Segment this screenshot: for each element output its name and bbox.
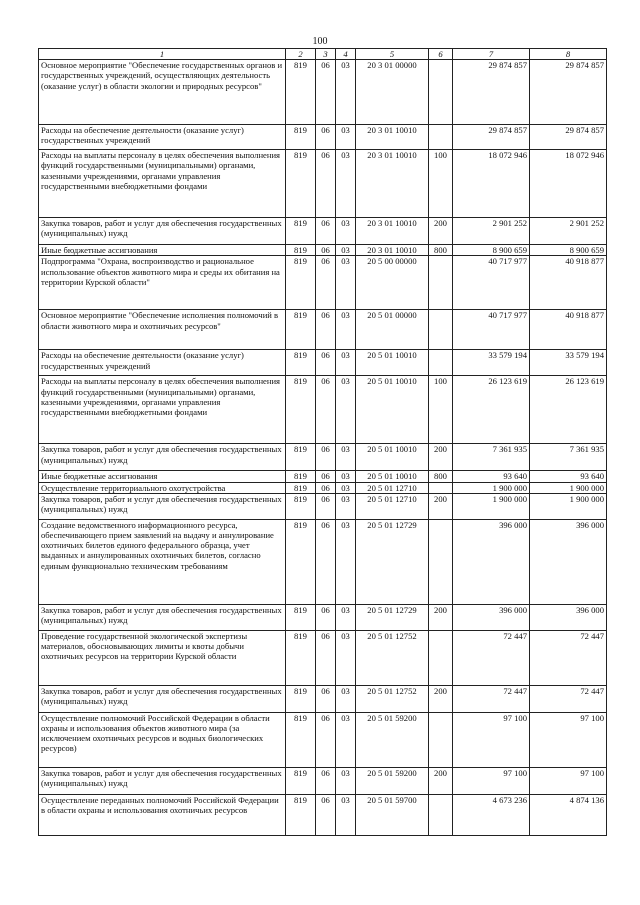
row-amount-1-cell: 40 717 977 <box>453 310 530 350</box>
row-target-article-cell: 20 3 01 10010 <box>356 125 429 150</box>
row-target-article-cell: 20 5 01 10010 <box>356 444 429 471</box>
row-expense-type-cell: 100 <box>429 150 453 218</box>
row-target-article-cell: 20 5 01 00000 <box>356 310 429 350</box>
row-subsection-cell: 03 <box>336 60 356 125</box>
row-ved-cell: 819 <box>286 376 316 444</box>
row-name-cell: Осуществление переданных полномочий Российской Федерации в области охраны и использования охотничьих ресурсов <box>39 794 286 835</box>
row-expense-type-cell: 800 <box>429 471 453 482</box>
row-expense-type-cell <box>429 256 453 310</box>
row-ved-cell: 819 <box>286 245 316 256</box>
row-target-article-cell: 20 5 01 59200 <box>356 767 429 794</box>
row-target-article-cell: 20 5 01 10010 <box>356 471 429 482</box>
table-row <box>39 218 607 245</box>
header-col-8: 8 <box>530 49 607 60</box>
row-ved-cell: 819 <box>286 767 316 794</box>
row-section-cell: 06 <box>316 60 336 125</box>
row-amount-1-cell: 7 361 935 <box>453 444 530 471</box>
header-col-7: 7 <box>453 49 530 60</box>
row-expense-type-cell <box>429 630 453 685</box>
row-name-cell: Основное мероприятие "Обеспечение исполнения полномочий в области животного мира и охотничьих ресурсов" <box>39 310 286 350</box>
table-row <box>39 245 607 256</box>
row-amount-2-cell: 1 900 000 <box>530 482 607 493</box>
table-row <box>39 493 607 519</box>
row-subsection-cell: 03 <box>336 794 356 835</box>
header-col-4: 4 <box>336 49 356 60</box>
row-amount-2-cell: 40 918 877 <box>530 256 607 310</box>
row-name-cell: Подпрограмма "Охрана, воспроизводство и рациональное использование объектов животного мира и среды их обитания на территории Курской области" <box>39 256 286 310</box>
row-subsection-cell: 03 <box>336 256 356 310</box>
row-subsection-cell: 03 <box>336 519 356 604</box>
table-row <box>39 350 607 376</box>
row-section-cell: 06 <box>316 150 336 218</box>
table-row <box>39 444 607 471</box>
row-amount-2-cell: 29 874 857 <box>530 125 607 150</box>
row-expense-type-cell <box>429 794 453 835</box>
row-amount-1-cell: 1 900 000 <box>453 482 530 493</box>
row-amount-1-cell: 97 100 <box>453 712 530 767</box>
row-target-article-cell: 20 5 00 00000 <box>356 256 429 310</box>
table-row <box>39 256 607 310</box>
table-row <box>39 376 607 444</box>
row-name-cell: Расходы на выплаты персоналу в целях обеспечения выполнения функций государственными (муниципальными) органами, казенными учреждениями, органами управления государственными внебюджетными фондами <box>39 150 286 218</box>
row-ved-cell: 819 <box>286 218 316 245</box>
row-name-cell: Закупка товаров, работ и услуг для обеспечения государственных (муниципальных) нужд <box>39 218 286 245</box>
row-amount-1-cell: 93 640 <box>453 471 530 482</box>
row-expense-type-cell: 200 <box>429 767 453 794</box>
row-subsection-cell: 03 <box>336 150 356 218</box>
row-target-article-cell: 20 3 01 10010 <box>356 218 429 245</box>
row-subsection-cell: 03 <box>336 218 356 245</box>
row-amount-2-cell: 7 361 935 <box>530 444 607 471</box>
row-ved-cell: 819 <box>286 604 316 630</box>
row-amount-1-cell: 396 000 <box>453 519 530 604</box>
row-ved-cell: 819 <box>286 482 316 493</box>
row-amount-1-cell: 2 901 252 <box>453 218 530 245</box>
row-ved-cell: 819 <box>286 310 316 350</box>
row-amount-1-cell: 72 447 <box>453 685 530 712</box>
row-expense-type-cell: 200 <box>429 685 453 712</box>
row-section-cell: 06 <box>316 376 336 444</box>
row-ved-cell: 819 <box>286 493 316 519</box>
row-amount-1-cell: 97 100 <box>453 767 530 794</box>
row-ved-cell: 819 <box>286 256 316 310</box>
row-amount-2-cell: 97 100 <box>530 712 607 767</box>
row-section-cell: 06 <box>316 604 336 630</box>
row-amount-1-cell: 40 717 977 <box>453 256 530 310</box>
table-row <box>39 310 607 350</box>
row-target-article-cell: 20 5 01 10010 <box>356 376 429 444</box>
row-subsection-cell: 03 <box>336 685 356 712</box>
row-expense-type-cell: 200 <box>429 444 453 471</box>
row-amount-2-cell: 93 640 <box>530 471 607 482</box>
row-target-article-cell: 20 5 01 12729 <box>356 519 429 604</box>
row-amount-1-cell: 396 000 <box>453 604 530 630</box>
row-ved-cell: 819 <box>286 350 316 376</box>
row-name-cell: Закупка товаров, работ и услуг для обеспечения государственных (муниципальных) нужд <box>39 767 286 794</box>
row-target-article-cell: 20 5 01 12729 <box>356 604 429 630</box>
row-section-cell: 06 <box>316 712 336 767</box>
row-amount-1-cell: 29 874 857 <box>453 60 530 125</box>
row-name-cell: Осуществление полномочий Российской Федерации в области охраны и использования объектов животного мира (за исключением охотничьих ресурсов и водных биологических ресурсов) <box>39 712 286 767</box>
row-section-cell: 06 <box>316 245 336 256</box>
row-name-cell: Создание ведомственного информационного ресурса, обеспечивающего прием заявлений на выдачу и аннулирование охотничьих билетов единого федерального образца, учет выданных и аннулированных охотничьих билетов, согласно единым функционально техническим требованиям <box>39 519 286 604</box>
table-row <box>39 767 607 794</box>
row-target-article-cell: 20 5 01 10010 <box>356 350 429 376</box>
row-section-cell: 06 <box>316 482 336 493</box>
row-expense-type-cell <box>429 60 453 125</box>
row-amount-1-cell: 1 900 000 <box>453 493 530 519</box>
row-target-article-cell: 20 3 01 10010 <box>356 150 429 218</box>
row-name-cell: Проведение государственной экологической экспертизы материалов, обосновывающих лимиты и квоты добычи охотничьих ресурсов на территории Курской области <box>39 630 286 685</box>
row-section-cell: 06 <box>316 767 336 794</box>
row-expense-type-cell <box>429 519 453 604</box>
row-ved-cell: 819 <box>286 125 316 150</box>
row-amount-1-cell: 18 072 946 <box>453 150 530 218</box>
row-ved-cell: 819 <box>286 60 316 125</box>
row-section-cell: 06 <box>316 125 336 150</box>
row-name-cell: Закупка товаров, работ и услуг для обеспечения государственных (муниципальных) нужд <box>39 493 286 519</box>
header-col-1: 1 <box>39 49 286 60</box>
row-ved-cell: 819 <box>286 519 316 604</box>
table-row <box>39 125 607 150</box>
row-target-article-cell: 20 5 01 12710 <box>356 482 429 493</box>
table-row <box>39 482 607 493</box>
row-subsection-cell: 03 <box>336 471 356 482</box>
row-expense-type-cell: 100 <box>429 376 453 444</box>
row-amount-2-cell: 33 579 194 <box>530 350 607 376</box>
row-amount-2-cell: 4 874 136 <box>530 794 607 835</box>
row-subsection-cell: 03 <box>336 493 356 519</box>
row-name-cell: Расходы на обеспечение деятельности (оказание услуг) государственных учреждений <box>39 125 286 150</box>
row-expense-type-cell: 800 <box>429 245 453 256</box>
row-name-cell: Закупка товаров, работ и услуг для обеспечения государственных (муниципальных) нужд <box>39 685 286 712</box>
row-amount-2-cell: 72 447 <box>530 685 607 712</box>
row-section-cell: 06 <box>316 350 336 376</box>
row-ved-cell: 819 <box>286 712 316 767</box>
header-col-3: 3 <box>316 49 336 60</box>
table-row <box>39 712 607 767</box>
row-amount-1-cell: 72 447 <box>453 630 530 685</box>
row-target-article-cell: 20 5 01 59700 <box>356 794 429 835</box>
row-section-cell: 06 <box>316 444 336 471</box>
row-expense-type-cell <box>429 310 453 350</box>
row-section-cell: 06 <box>316 310 336 350</box>
row-expense-type-cell <box>429 350 453 376</box>
row-name-cell: Закупка товаров, работ и услуг для обеспечения государственных (муниципальных) нужд <box>39 604 286 630</box>
row-subsection-cell: 03 <box>336 125 356 150</box>
budget-table <box>38 48 607 836</box>
row-amount-2-cell: 8 900 659 <box>530 245 607 256</box>
row-target-article-cell: 20 3 01 00000 <box>356 60 429 125</box>
row-subsection-cell: 03 <box>336 712 356 767</box>
table-row <box>39 630 607 685</box>
row-amount-2-cell: 40 918 877 <box>530 310 607 350</box>
row-amount-2-cell: 97 100 <box>530 767 607 794</box>
row-ved-cell: 819 <box>286 685 316 712</box>
row-target-article-cell: 20 3 01 10010 <box>356 245 429 256</box>
row-amount-2-cell: 2 901 252 <box>530 218 607 245</box>
row-name-cell: Закупка товаров, работ и услуг для обеспечения государственных (муниципальных) нужд <box>39 444 286 471</box>
row-ved-cell: 819 <box>286 471 316 482</box>
row-amount-1-cell: 26 123 619 <box>453 376 530 444</box>
row-subsection-cell: 03 <box>336 767 356 794</box>
table-row <box>39 60 607 125</box>
row-expense-type-cell <box>429 482 453 493</box>
row-amount-2-cell: 26 123 619 <box>530 376 607 444</box>
header-col-6: 6 <box>429 49 453 60</box>
row-amount-2-cell: 396 000 <box>530 519 607 604</box>
row-section-cell: 06 <box>316 794 336 835</box>
page-number: 100 <box>312 36 328 47</box>
header-col-5: 5 <box>356 49 429 60</box>
row-ved-cell: 819 <box>286 150 316 218</box>
row-subsection-cell: 03 <box>336 482 356 493</box>
row-amount-1-cell: 33 579 194 <box>453 350 530 376</box>
table-row <box>39 794 607 835</box>
table-row <box>39 685 607 712</box>
row-subsection-cell: 03 <box>336 310 356 350</box>
row-section-cell: 06 <box>316 256 336 310</box>
row-section-cell: 06 <box>316 519 336 604</box>
row-name-cell: Основное мероприятие "Обеспечение государственных органов и государственных учреждений, осуществляющих деятельность (оказание услуг) в области экологии и природных ресурсов" <box>39 60 286 125</box>
row-ved-cell: 819 <box>286 630 316 685</box>
row-amount-2-cell: 72 447 <box>530 630 607 685</box>
row-amount-2-cell: 18 072 946 <box>530 150 607 218</box>
row-section-cell: 06 <box>316 630 336 685</box>
row-expense-type-cell: 200 <box>429 604 453 630</box>
row-subsection-cell: 03 <box>336 350 356 376</box>
row-subsection-cell: 03 <box>336 444 356 471</box>
row-subsection-cell: 03 <box>336 630 356 685</box>
row-subsection-cell: 03 <box>336 376 356 444</box>
row-subsection-cell: 03 <box>336 604 356 630</box>
table-row <box>39 150 607 218</box>
row-amount-2-cell: 29 874 857 <box>530 60 607 125</box>
row-amount-1-cell: 4 673 236 <box>453 794 530 835</box>
row-expense-type-cell <box>429 125 453 150</box>
row-amount-2-cell: 1 900 000 <box>530 493 607 519</box>
row-target-article-cell: 20 5 01 12752 <box>356 685 429 712</box>
row-amount-1-cell: 29 874 857 <box>453 125 530 150</box>
row-expense-type-cell: 200 <box>429 218 453 245</box>
row-name-cell: Иные бюджетные ассигнования <box>39 245 286 256</box>
row-amount-1-cell: 8 900 659 <box>453 245 530 256</box>
row-name-cell: Иные бюджетные ассигнования <box>39 471 286 482</box>
row-name-cell: Расходы на обеспечение деятельности (оказание услуг) государственных учреждений <box>39 350 286 376</box>
row-section-cell: 06 <box>316 471 336 482</box>
table-row <box>39 604 607 630</box>
row-amount-2-cell: 396 000 <box>530 604 607 630</box>
row-target-article-cell: 20 5 01 12752 <box>356 630 429 685</box>
row-section-cell: 06 <box>316 218 336 245</box>
row-expense-type-cell: 200 <box>429 493 453 519</box>
row-section-cell: 06 <box>316 493 336 519</box>
row-ved-cell: 819 <box>286 444 316 471</box>
row-section-cell: 06 <box>316 685 336 712</box>
row-subsection-cell: 03 <box>336 245 356 256</box>
row-target-article-cell: 20 5 01 59200 <box>356 712 429 767</box>
header-col-2: 2 <box>286 49 316 60</box>
table-row <box>39 471 607 482</box>
table-row <box>39 519 607 604</box>
row-name-cell: Расходы на выплаты персоналу в целях обеспечения выполнения функций государственными (муниципальными) органами, казенными учреждениями, органами управления государственными внебюджетными фондами <box>39 376 286 444</box>
row-name-cell: Осуществление территориального охотустройства <box>39 482 286 493</box>
header-row <box>39 49 607 60</box>
row-target-article-cell: 20 5 01 12710 <box>356 493 429 519</box>
row-expense-type-cell <box>429 712 453 767</box>
row-ved-cell: 819 <box>286 794 316 835</box>
